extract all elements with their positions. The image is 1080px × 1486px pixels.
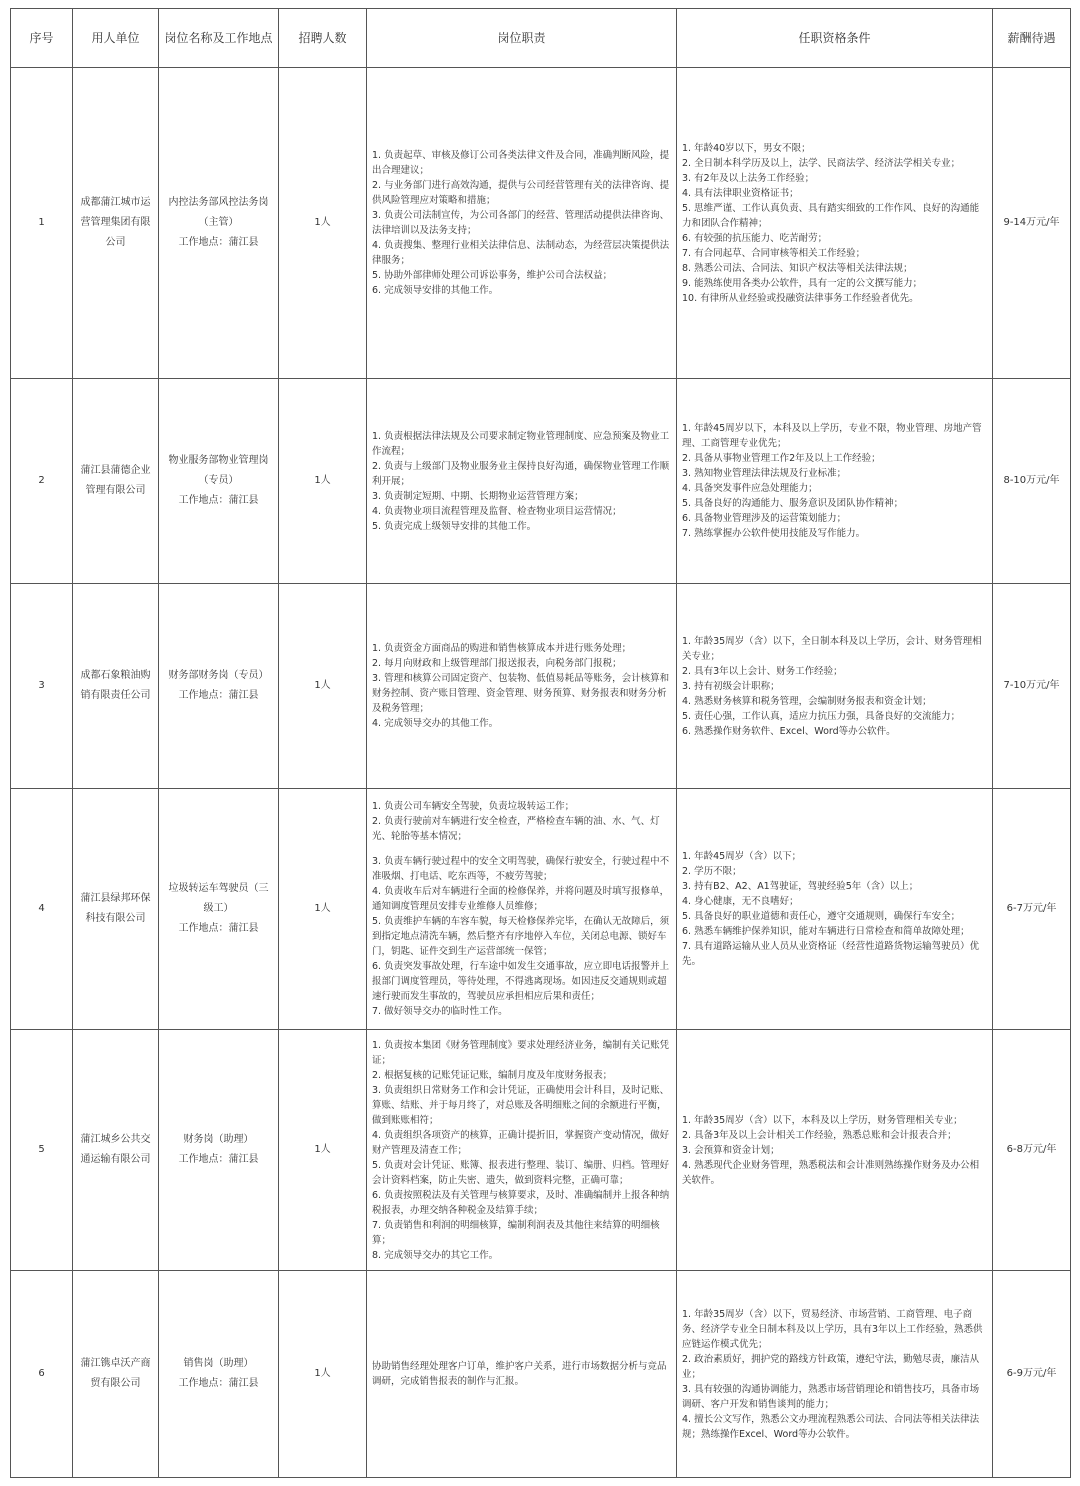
requirement-item: 1. 年龄45周岁（含）以下； <box>682 851 802 862</box>
requirement-item: 4. 擅长公文写作，熟悉公文办理流程熟悉公司法、合同法等相关法律法规；熟练操作Excel、Word等办公软件。 <box>682 1413 980 1440</box>
work-location: 工作地点：蒲江县 <box>178 690 259 701</box>
requirement-item: 4. 具有法律职业资格证书； <box>682 187 799 199</box>
duty-item: 4. 负责收车后对车辆进行全面的检修保养，并将问题及时填写报修单，通知调度管理员安排专业维修人员维修； <box>372 886 670 912</box>
requirement-item: 4. 熟悉财务核算和税务管理，会编制财务报表和资金计划； <box>682 695 932 707</box>
duty-item: 8. 完成领导交办的其它工作。 <box>372 1249 499 1261</box>
requirement-item: 7. 具有道路运输从业人员从业资格证（经营性道路货物运输驾驶员）优先。 <box>682 941 980 967</box>
duty-item: 3. 负责制定短期、中期、长期物业运营管理方案； <box>372 490 584 502</box>
position-name: 销售岗（助理） <box>183 1358 254 1369</box>
headcount: 1人 <box>279 1030 367 1271</box>
requirements-cell <box>677 584 993 789</box>
employer-name: 蒲江县蒲德企业管理有限公司 <box>73 379 159 584</box>
requirement-item: 1. 年龄45周岁以下，本科及以上学历，专业不限，物业管理、房地产管理、工商管理专业优先； <box>682 423 982 449</box>
header-cell: 序号 <box>11 9 73 68</box>
requirement-item: 10. 有律所从业经验或投融资法律事务工作经验者优先。 <box>682 292 919 304</box>
header-cell: 岗位职责 <box>367 9 677 68</box>
position-cell <box>159 379 279 584</box>
duty-item: 5. 协助外部律师处理公司诉讼事务，维护公司合法权益； <box>372 270 613 281</box>
requirement-item: 5. 具备良好的职业道德和责任心，遵守交通规则，确保行车安全； <box>682 911 961 922</box>
position-name: 物业服务部物业管理岗（专员） <box>168 455 269 486</box>
duty-item: 5. 负责对会计凭证、账簿、报表进行整理、装订、编册、归档。管理好会计资料档案，防止失密、遗失，做到资料完整，正确可靠； <box>372 1159 670 1186</box>
row-number: 5 <box>11 1030 73 1271</box>
duty-item: 7. 做好领导交办的临时性工作。 <box>372 1006 508 1017</box>
salary: 7-10万元/年 <box>993 584 1071 789</box>
requirements-cell <box>677 1271 993 1478</box>
table-row <box>11 1271 1071 1478</box>
requirement-item: 2. 学历不限； <box>682 866 742 877</box>
requirement-item: 4. 具备突发事件应急处理能力； <box>682 483 818 494</box>
requirement-item: 1. 年龄40岁以下，男女不限； <box>682 142 811 154</box>
header-cell: 任职资格条件 <box>677 9 993 68</box>
requirement-item: 1. 年龄35周岁（含）以下，贸易经济、市场营销、工商管理、电子商务、经济学专业全日制本科及以上学历，具有3年以上工作经验，熟悉供应链运作模式优先； <box>682 1308 983 1350</box>
duty-item: 4. 负责物业项目流程管理及监督、检查物业项目运营情况； <box>372 505 622 517</box>
recruitment-table <box>10 8 1071 1478</box>
duty-item: 3. 负责公司法制宣传，为公司各部门的经营、管理活动提供法律咨询、法律培训以及法务支持； <box>372 210 670 236</box>
salary: 6-8万元/年 <box>993 1030 1071 1271</box>
duty-item: 1. 负责起草、审核及修订公司各类法律文件及合同，准确判断风险，提出合理建议； <box>372 150 670 176</box>
position-cell <box>159 584 279 789</box>
duty-item: 4. 完成领导交办的其他工作。 <box>372 718 499 729</box>
duty-item: 2. 根据复核的记账凭证记账，编制月度及年度财务报表； <box>372 1069 613 1081</box>
position-name: 财务岗（助理） <box>183 1134 254 1145</box>
requirement-item: 6. 有较强的抗压能力、吃苦耐劳； <box>682 232 828 244</box>
headcount: 1人 <box>279 789 367 1030</box>
duties-cell <box>367 789 677 1030</box>
header-cell: 招聘人数 <box>279 9 367 68</box>
row-number: 2 <box>11 379 73 584</box>
employer-name: 蒲江城乡公共交通运输有限公司 <box>73 1030 159 1271</box>
row-number: 4 <box>11 789 73 1030</box>
duties-cell <box>367 1271 677 1478</box>
headcount: 1人 <box>279 584 367 789</box>
duty-item: 1. 负责资金方面商品的购进和销售核算成本并进行账务处理； <box>372 643 632 654</box>
salary: 6-7万元/年 <box>993 789 1071 1030</box>
employer-name: 蒲江县绿邦环保科技有限公司 <box>73 789 159 1030</box>
headcount: 1人 <box>279 68 367 379</box>
duty-item: 5. 负责维护车辆的车容车貌，每天检修保养完毕，在确认无故障后，须到指定地点清洗车辆，然后整齐有序地停入车位，关闭总电源、锁好车门，钥匙、证件交到生产运营部统一保管； <box>372 916 670 957</box>
requirement-item: 2. 具有3年以上会计、财务工作经验； <box>682 665 843 677</box>
requirement-item: 3. 会预算和资金计划； <box>682 1144 780 1156</box>
work-location: 工作地点：蒲江县 <box>178 237 259 248</box>
duty-item: 2. 负责行驶前对车辆进行安全检查，严格检查车辆的油、水、气、灯光、轮胎等基本情况； <box>372 816 660 842</box>
duty-item: 7. 负责销售和利润的明细核算，编制利润表及其他往来结算的明细核算； <box>372 1219 660 1246</box>
duty-item: 协助销售经理处理客户订单，维护客户关系，进行市场数据分析与竞品调研，完成销售报表的制作与汇报。 <box>372 1361 667 1387</box>
salary: 9-14万元/年 <box>993 68 1071 379</box>
duty-item: 2. 与业务部门进行高效沟通，提供与公司经营管理有关的法律咨询、提供风险管理应对策略和措施； <box>372 180 670 206</box>
duty-item: 6. 负责突发事故处理，行车途中如发生交通事故，应立即电话报警并上报部门调度管理员，等待处理，不得逃离现场。如因违反交通规则或超速行驶而发生事故的，驾驶员应承担相应后果和责任； <box>372 961 670 1002</box>
requirement-item: 5. 思维严谨、工作认真负责、具有踏实细致的工作作风、良好的沟通能力和团队合作精神； <box>682 202 980 229</box>
position-name: 内控法务部风控法务岗（主管） <box>168 197 269 228</box>
header-cell: 用人单位 <box>73 9 159 68</box>
duty-item: 4. 负责组织各项资产的核算，正确计提折旧，掌握资产变动情况，做好财产管理及清查工作； <box>372 1129 670 1156</box>
duty-item: 3. 负责车辆行驶过程中的安全文明驾驶，确保行驶安全，行驶过程中不准吸烟、打电话、吃东西等，不疲劳驾驶； <box>372 856 670 882</box>
row-number: 1 <box>11 68 73 379</box>
header-cell: 岗位名称及工作地点 <box>159 9 279 68</box>
position-name: 财务部财务岗（专员） <box>168 670 269 681</box>
requirements-cell <box>677 789 993 1030</box>
requirement-item: 3. 有2年及以上法务工作经验； <box>682 172 815 184</box>
requirements-cell <box>677 1030 993 1271</box>
requirement-item: 8. 熟悉公司法、合同法、知识产权法等相关法律法规； <box>682 262 913 274</box>
row-number: 6 <box>11 1271 73 1478</box>
requirement-item: 1. 年龄35周岁（含）以下，全日制本科及以上学历，会计、财务管理相关专业； <box>682 635 982 662</box>
table-header-row <box>11 9 1071 68</box>
table-row <box>11 1030 1071 1271</box>
header-cell: 薪酬待遇 <box>993 9 1071 68</box>
requirement-item: 4. 身心健康，无不良嗜好； <box>682 896 799 907</box>
work-location: 工作地点：蒲江县 <box>178 1378 259 1389</box>
requirement-item: 6. 熟悉车辆维护保养知识，能对车辆进行日常检查和简单故障处理； <box>682 926 970 937</box>
duty-item: 1. 负责公司车辆安全驾驶，负责垃圾转运工作； <box>372 801 575 812</box>
work-location: 工作地点：蒲江县 <box>178 1154 259 1165</box>
requirement-item: 7. 有合同起草、合同审核等相关工作经验； <box>682 247 866 259</box>
requirement-item: 6. 熟悉操作财务软件、Excel、Word等办公软件。 <box>682 725 896 737</box>
employer-name: 成都蒲江城市运营管理集团有限公司 <box>73 68 159 379</box>
headcount: 1人 <box>279 1271 367 1478</box>
requirement-item: 1. 年龄35周岁（含）以下，本科及以上学历，财务管理相关专业； <box>682 1114 963 1126</box>
requirements-cell <box>677 379 993 584</box>
table-row <box>11 584 1071 789</box>
employer-name: 成都石象粮油购销有限责任公司 <box>73 584 159 789</box>
employer-name: 蒲江镌卓沃产商贸有限公司 <box>73 1271 159 1478</box>
duty-item: 3. 负责组织日常财务工作和会计凭证，正确使用会计科目，及时记账、算账、结账、并于每月终了，对总账及各明细账之间的余额进行平衡，做到账账相符； <box>372 1084 670 1126</box>
table-row <box>11 68 1071 379</box>
work-location: 工作地点：蒲江县 <box>178 923 259 934</box>
duty-item: 2. 每月向财政和上级管理部门报送报表，向税务部门报税； <box>372 658 622 669</box>
position-name: 垃圾转运车驾驶员（三级工） <box>168 883 269 914</box>
requirement-item: 7. 熟练掌握办公软件使用技能及写作能力。 <box>682 528 866 539</box>
position-cell <box>159 68 279 379</box>
duty-item: 5. 负责完成上级领导安排的其他工作。 <box>372 520 537 532</box>
requirement-item: 9. 能熟练使用各类办公软件，具有一定的公文撰写能力； <box>682 277 923 289</box>
headcount: 1人 <box>279 379 367 584</box>
requirement-item: 5. 责任心强，工作认真，适应力抗压力强，具备良好的交流能力； <box>682 710 961 722</box>
duty-item: 1. 负责根据法律法规及公司要求制定物业管理制度、应急预案及物业工作流程； <box>372 430 670 457</box>
duty-item <box>372 844 671 854</box>
requirement-item: 6. 具备物业管理涉及的运营策划能力； <box>682 513 847 524</box>
requirement-item: 2. 具备从事物业管理工作2年及以上工作经验； <box>682 453 881 464</box>
duty-item: 4. 负责搜集、整理行业相关法律信息、法制动态，为经营层决策提供法律服务； <box>372 240 670 266</box>
duty-item: 3. 管理和核算公司固定资产、包装物、低值易耗品等账务，会计核算和财务控制、资产账目管理、资金管理、财务预算、财务报表和财务分析及税务管理； <box>372 673 670 714</box>
table-row <box>11 789 1071 1030</box>
duties-cell <box>367 379 677 584</box>
requirement-item: 3. 具有较强的沟通协调能力，熟悉市场营销理论和销售技巧，具备市场调研、客户开发和销售谈判的能力； <box>682 1383 980 1410</box>
requirement-item: 5. 具备良好的沟通能力、服务意识及团队协作精神； <box>682 498 904 509</box>
position-cell <box>159 1030 279 1271</box>
table-row <box>11 379 1071 584</box>
requirements-cell <box>677 68 993 379</box>
requirement-item: 2. 全日制本科学历及以上，法学、民商法学、经济法学相关专业； <box>682 157 961 169</box>
salary: 6-9万元/年 <box>993 1271 1071 1478</box>
duties-cell <box>367 68 677 379</box>
duty-item: 6. 完成领导安排的其他工作。 <box>372 285 499 296</box>
duties-cell <box>367 1030 677 1271</box>
requirement-item: 2. 政治素质好，拥护党的路线方针政策，遵纪守法，勤勉尽责，廉洁从业； <box>682 1353 980 1380</box>
work-location: 工作地点：蒲江县 <box>178 495 259 506</box>
duty-item: 1. 负责按本集团《财务管理制度》要求处理经济业务，编制有关记账凭证； <box>372 1039 670 1066</box>
row-number: 3 <box>11 584 73 789</box>
duty-item: 2. 负责与上级部门及物业服务业主保持良好沟通，确保物业管理工作顺利开展； <box>372 460 670 487</box>
requirement-item: 3. 持有B2、A2、A1驾驶证，驾驶经验5年（含）以上； <box>682 881 919 892</box>
position-cell <box>159 789 279 1030</box>
requirement-item: 2. 具备3年及以上会计相关工作经验，熟悉总账和会计报表合并； <box>682 1129 957 1141</box>
requirement-item: 4. 熟悉现代企业财务管理，熟悉税法和会计准则熟练操作财务及办公相关软件。 <box>682 1159 980 1186</box>
requirement-item: 3. 熟知物业管理法律法规及行业标准； <box>682 468 847 479</box>
duties-cell <box>367 584 677 789</box>
requirement-item: 3. 持有初级会计职称； <box>682 680 780 692</box>
position-cell <box>159 1271 279 1478</box>
salary: 8-10万元/年 <box>993 379 1071 584</box>
duty-item: 6. 负责按照税法及有关管理与核算要求，及时、准确编制并上报各种纳税报表，办理交纳各种税金及结算手续； <box>372 1189 670 1216</box>
